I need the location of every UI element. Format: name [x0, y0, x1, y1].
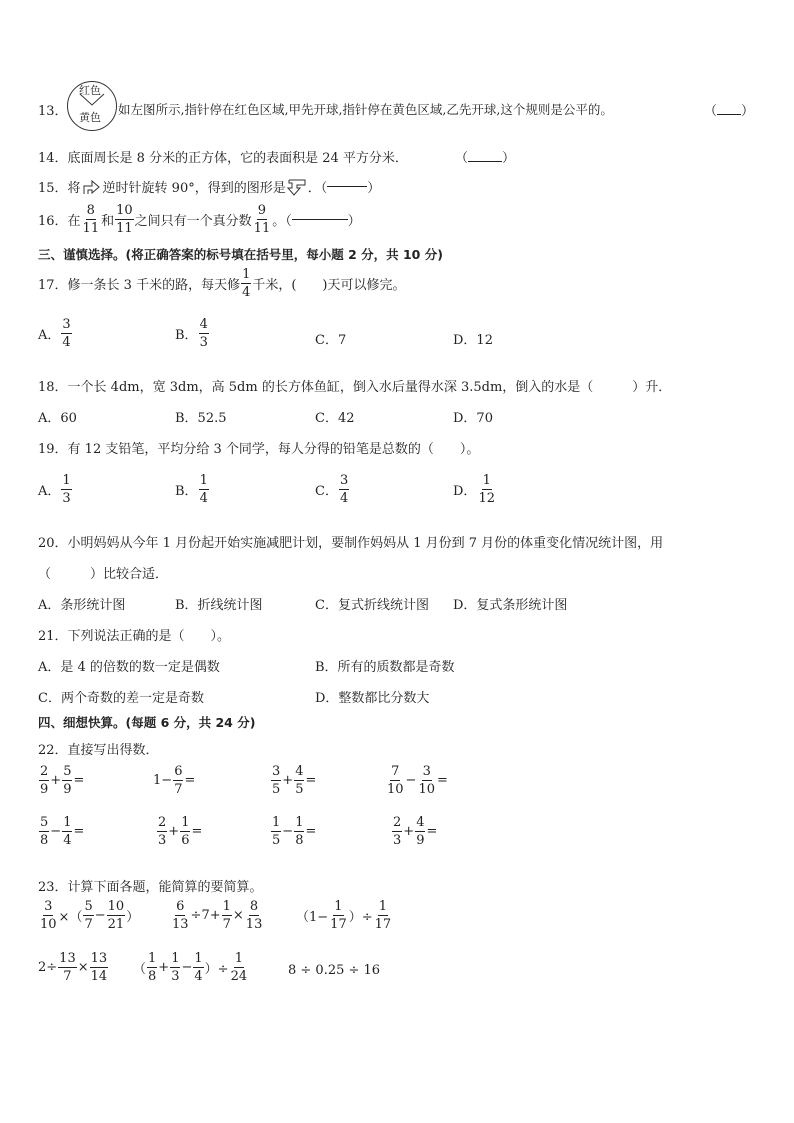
q18-option-c[interactable]: C．42 — [315, 411, 355, 426]
q22-expr-7: $\frac{1}{5}$ − $\frac{1}{8}$ = — [272, 815, 317, 848]
q19-option-a[interactable]: A． $\frac{1}{3}$ — [38, 473, 71, 506]
fraction: $\frac{9}{11}$ — [253, 203, 271, 236]
q21-text: 21．下列说法正确的是（ ）。 — [38, 629, 231, 644]
q13-number: 13． — [38, 104, 68, 119]
q18-option-b[interactable]: B．52.5 — [175, 411, 227, 426]
q23-expr-1: $\frac{3}{10}$ ×（ $\frac{5}{7}$ − $\frac{10}{21}$ ） — [40, 899, 140, 932]
q19-option-d[interactable]: D． $\frac{1}{12}$ — [453, 473, 495, 506]
q22-expr-8: $\frac{2}{3}$ + $\frac{4}{9}$ = — [393, 815, 438, 848]
section-3-heading: 三、谨慎选择。(将正确答案的标号填在括号里，每小题 2 分，共 10 分) — [38, 247, 443, 262]
q13-text: 如左图所示,指针停在红色区域,甲先开球,指针停在黄色区域,乙先开球,这个规则是公平的。 — [118, 102, 613, 117]
q20-option-c[interactable]: C．复式折线统计图 — [315, 598, 429, 613]
q16-answer[interactable] — [292, 219, 348, 220]
q21-option-a[interactable]: A．是 4 的倍数的数一定是偶数 — [38, 660, 220, 675]
q22-expr-3: $\frac{3}{5}$ + $\frac{4}{5}$ = — [272, 764, 317, 797]
section-4-heading: 四、细想快算。(每题 6 分，共 24 分) — [38, 715, 256, 730]
spinner-yellow-label: 黄色 — [79, 111, 101, 124]
fraction: $\frac{1}{4}$ — [242, 267, 251, 300]
q20-option-d[interactable]: D．复式条形统计图 — [453, 598, 568, 613]
q22-title: 22．直接写出得数． — [38, 743, 159, 758]
q20-text-line1: 20．小明妈妈从今年 1 月份起开始实施减肥计划，要制作妈妈从 1 月份到 7 月份的体重变化情况统计图，用 — [38, 536, 664, 551]
q21-option-b[interactable]: B．所有的质数都是奇数 — [315, 660, 455, 675]
q20-text-line2: （ ）比较合适． — [38, 567, 169, 582]
q15-line: 15．将 逆时针旋转 90°，得到的图形是 ．（ ） — [38, 177, 380, 196]
q22-expr-5: $\frac{5}{8}$ − $\frac{1}{4}$ = — [40, 815, 85, 848]
q14-text: 14．底面周长是 8 分米的正方体，它的表面积是 24 平方分米． — [38, 151, 408, 166]
q19-text: 19．有 12 支铅笔，平均分给 3 个同学，每人分得的铅笔是总数的（ ）。 — [38, 442, 480, 457]
rotated-shape-icon — [287, 178, 307, 196]
fraction: $\frac{8}{11}$ — [82, 203, 100, 236]
q13-answer[interactable]: （ ） — [704, 104, 755, 119]
spinner-red-label: 红色 — [79, 84, 101, 97]
q22-expr-4: $\frac{7}{10}$ − $\frac{3}{10}$ = — [387, 764, 448, 797]
q17-option-b[interactable]: B． $\frac{4}{3}$ — [175, 317, 208, 350]
q23-expr-5: （ $\frac{1}{8}$ + $\frac{1}{3}$ − $\frac{1}{4}$ ）÷ $\frac{1}{24}$ — [133, 951, 248, 984]
q23-expr-6: 8 ÷ 0.25 ÷ 16 — [288, 963, 381, 978]
spinner-figure — [66, 80, 118, 132]
fraction: $\frac{10}{11}$ — [116, 203, 133, 236]
q23-title: 23．计算下面各题，能简算的要简算。 — [38, 880, 263, 895]
q18-option-a[interactable]: A．60 — [38, 411, 77, 426]
q19-option-b[interactable]: B． $\frac{1}{4}$ — [175, 473, 208, 506]
q21-option-d[interactable]: D．整数都比分数大 — [315, 691, 430, 706]
q19-option-c[interactable]: C． $\frac{3}{4}$ — [315, 473, 349, 506]
q18-text: 18．一个长 4dm，宽 3dm，高 5dm 的长方体鱼缸，倒入水后量得水深 3.5dm，倒入的水是（ ）升． — [38, 380, 672, 395]
q21-option-c[interactable]: C．两个奇数的差一定是奇数 — [38, 691, 204, 706]
q22-expr-1: $\frac{2}{9}$ + $\frac{5}{9}$ = — [40, 764, 85, 797]
q17-line: 17．修一条长 3 千米的路，每天修 $\frac{1}{4}$ 千米，( )天可以修完。 — [38, 267, 406, 300]
q17-option-c[interactable]: C．7 — [315, 333, 347, 348]
q23-expr-3: （1− $\frac{1}{17}$ ）÷ $\frac{1}{17}$ — [296, 899, 392, 932]
q17-option-d[interactable]: D．12 — [453, 333, 493, 348]
q18-option-d[interactable]: D．70 — [453, 411, 493, 426]
q23-expr-4: 2÷ $\frac{13}{7}$ × $\frac{13}{14}$ — [38, 951, 108, 984]
q23-expr-2: $\frac{6}{13}$ ÷7+ $\frac{1}{7}$ × $\frac{8}{13}$ — [172, 899, 263, 932]
q15-answer[interactable] — [327, 186, 367, 187]
q17-option-a[interactable]: A． $\frac{3}{4}$ — [38, 317, 71, 350]
arrow-shape-icon — [82, 178, 102, 196]
q20-option-a[interactable]: A．条形统计图 — [38, 598, 126, 613]
q20-option-b[interactable]: B．折线统计图 — [175, 598, 263, 613]
q14-answer[interactable]: （ ） — [455, 151, 516, 166]
q22-expr-6: $\frac{2}{3}$ + $\frac{1}{6}$ = — [158, 815, 203, 848]
q22-expr-2: 1 − $\frac{6}{7}$ = — [153, 764, 196, 797]
q16-line: 16．在 $\frac{8}{11}$ 和 $\frac{10}{11}$ 之间只有一个真分数 $\frac{9}{11}$ 。（ ） — [38, 203, 361, 236]
